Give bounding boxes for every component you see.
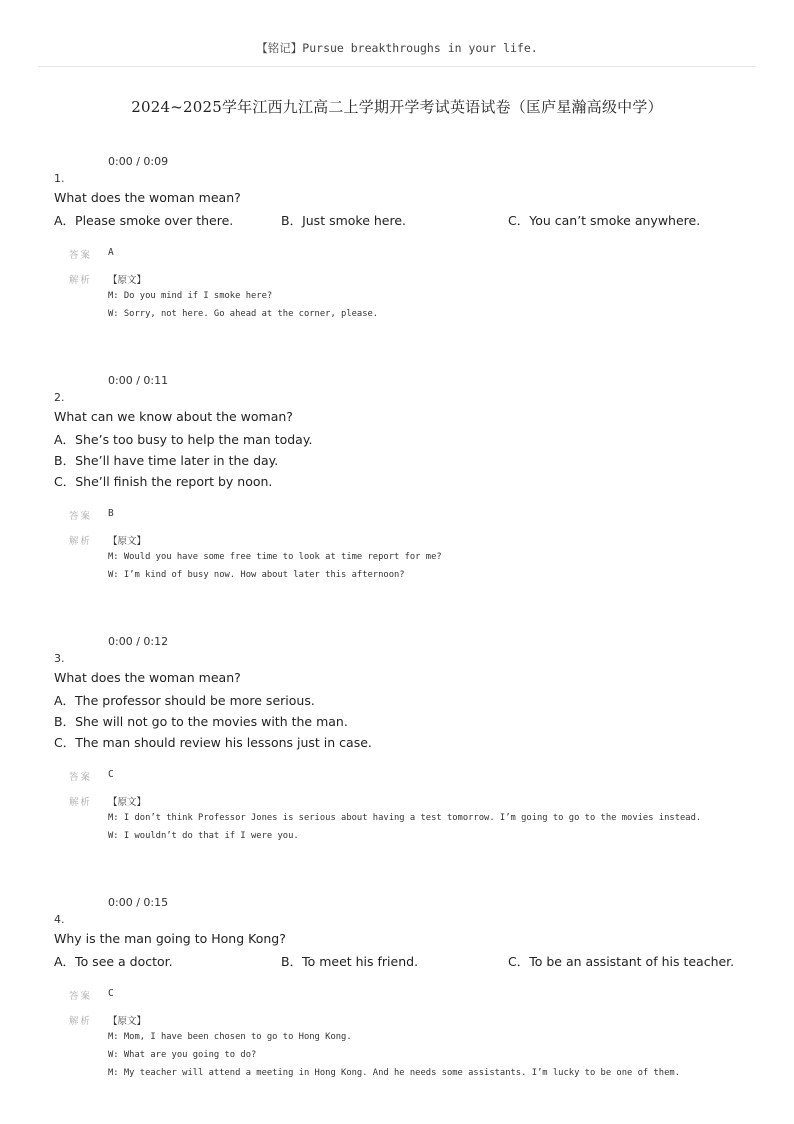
original-text-label: 【原文】	[108, 275, 147, 286]
option-c: C．To be an assistant of his teacher.	[508, 954, 735, 969]
answer-value: C	[108, 769, 114, 780]
original-text-label: 【原文】	[108, 536, 147, 547]
answer-value: C	[108, 988, 114, 999]
question-stem: What does the woman mean?	[54, 190, 241, 205]
transcript-line: W: I wouldn’t do that if I were you.	[108, 831, 299, 841]
page-title: 2024~2025学年江西九江高二上学期开学考试英语试卷（匡庐星瀚高级中学）	[131, 98, 663, 116]
answer-value: B	[108, 508, 114, 519]
question-number: 4.	[54, 913, 65, 926]
option-b: B．Just smoke here.	[281, 213, 407, 228]
option-b: B．She will not go to the movies with the man.	[54, 714, 348, 729]
question-stem: What does the woman mean?	[54, 670, 241, 685]
answer-label: 答案	[69, 511, 93, 522]
option-a: A．To see a doctor.	[54, 954, 173, 969]
question-stem: Why is the man going to Hong Kong?	[54, 931, 286, 946]
answer-value: A	[108, 247, 114, 258]
transcript-line: M: Would you have some free time to look at time report for me?	[108, 552, 442, 562]
analysis-label: 解析	[69, 797, 93, 808]
transcript-line: W: Sorry, not here. Go ahead at the corner, please.	[108, 309, 379, 319]
transcript-line: W: What are you going to do?	[108, 1050, 257, 1060]
original-text-label: 【原文】	[108, 797, 147, 808]
answer-label: 答案	[69, 250, 93, 261]
option-c: C．The man should review his lessons just in case.	[54, 735, 372, 750]
audio-player-time[interactable]: 0:00 / 0:11	[108, 374, 169, 387]
question-number: 2.	[54, 391, 65, 404]
transcript-line: M: My teacher will attend a meeting in Hong Kong. And he needs some assistants. I’m lucky to be one of them.	[108, 1068, 680, 1078]
header-divider	[38, 66, 756, 67]
option-a: A．She’s too busy to help the man today.	[54, 432, 313, 447]
analysis-label: 解析	[69, 275, 93, 286]
question-number: 3.	[54, 652, 65, 665]
transcript-line: M: Do you mind if I smoke here?	[108, 291, 273, 301]
transcript-line: M: Mom, I have been chosen to go to Hong Kong.	[108, 1032, 352, 1042]
option-c: C．You can’t smoke anywhere.	[508, 213, 701, 228]
header-motto: 【铭记】Pursue breakthroughs in your life.	[256, 41, 538, 55]
option-a: A．The professor should be more serious.	[54, 693, 315, 708]
answer-label: 答案	[69, 772, 93, 783]
option-c: C．She’ll finish the report by noon.	[54, 474, 273, 489]
audio-player-time[interactable]: 0:00 / 0:09	[108, 155, 169, 168]
analysis-label: 解析	[69, 536, 93, 547]
option-a: A．Please smoke over there.	[54, 213, 234, 228]
audio-player-time[interactable]: 0:00 / 0:15	[108, 896, 169, 909]
transcript-line: W: I’m kind of busy now. How about later this afternoon?	[108, 570, 405, 580]
original-text-label: 【原文】	[108, 1016, 147, 1027]
audio-player-time[interactable]: 0:00 / 0:12	[108, 635, 169, 648]
analysis-label: 解析	[69, 1016, 93, 1027]
answer-label: 答案	[69, 991, 93, 1002]
option-b: B．She’ll have time later in the day.	[54, 453, 279, 468]
option-b: B．To meet his friend.	[281, 954, 419, 969]
question-stem: What can we know about the woman?	[54, 409, 293, 424]
transcript-line: M: I don’t think Professor Jones is serious about having a test tomorrow. I’m going to go to the movies instead.	[108, 813, 702, 823]
question-number: 1.	[54, 172, 65, 185]
